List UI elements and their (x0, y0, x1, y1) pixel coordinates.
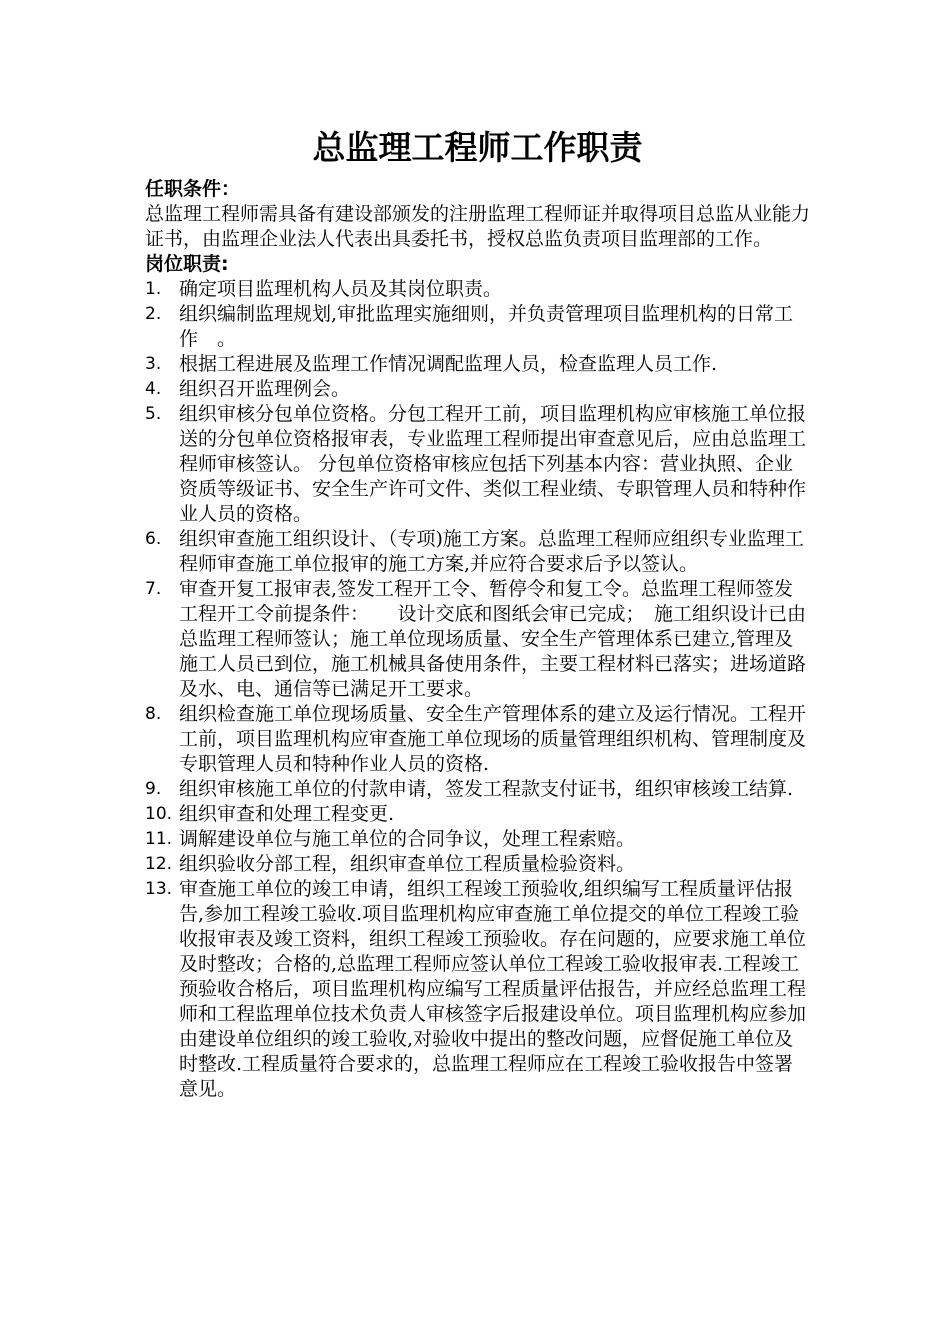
duty-text: 组织验收分部工程，组织审查单位工程质量检验资料。 (179, 853, 636, 875)
duty-number: 7. (145, 579, 162, 599)
duty-item-9 (145, 777, 810, 802)
duty-number: 2. (145, 304, 162, 324)
duty-item-13 (145, 877, 810, 1102)
document-page (145, 125, 810, 1102)
duty-item-6 (145, 527, 810, 577)
duty-item-11 (145, 827, 810, 852)
duty-text: 组织审查和处理工程变更. (179, 803, 395, 825)
duty-item-5 (145, 402, 810, 527)
duty-number: 9. (145, 779, 162, 799)
duty-number: 6. (145, 529, 162, 549)
duty-number: 5. (145, 404, 162, 424)
qualification-text: 总监理工程师需具备有建设部颁发的注册监理工程师证并取得项目总监从业能力证书，由监理企业法人代表出具委托书，授权总监负责项目监理部的工作。 (145, 203, 811, 250)
duty-item-8 (145, 702, 810, 777)
duty-item-12 (145, 852, 810, 877)
duty-number: 1. (145, 279, 162, 299)
duty-number: 13. (145, 879, 173, 899)
duties-heading: 岗位职责: (145, 253, 229, 275)
duty-text: 组织审查施工组织设计、（专项)施工方案。总监理工程师应组织专业监理工程师审查施工单位报审的施工方案,并应符合要求后予以签认。 (179, 528, 804, 575)
duty-text: 审查开复工报审表,签发工程开工令、暂停令和复工令。总监理工程师签发工程开工令前提条件： 设计交底和图纸会审已完成； 施工组织设计已由总监理工程师签认；施工单位现场质量、安全生产管理体系已建立,管理及施工人员已到位，施工机械具备使用条件，主要工程材料已落实；进场道路及水、电、通信等已满足开工要求。 (179, 578, 807, 700)
duty-text: 调解建设单位与施工单位的合同争议，处理工程索赔。 (179, 828, 636, 850)
duty-number: 8. (145, 704, 162, 724)
duty-text: 组织检查施工单位现场质量、安全生产管理体系的建立及运行情况。工程开工前，项目监理机构应审查施工单位现场的质量管理组织机构、管理制度及专职管理人员和特种作业人员的资格. (179, 703, 807, 775)
document-title: 总监理工程师工作职责 (312, 128, 643, 167)
duty-number: 3. (145, 354, 162, 374)
duty-item-1 (145, 277, 810, 302)
duty-text: 组织审核分包单位资格。分包工程开工前，项目监理机构应审核施工单位报送的分包单位资格报审表，专业监理工程师提出审查意见后，应由总监理工程师审核签认。 分包单位资格审核应包括下列基本内容：营业执照、企业资质等级证书、安全生产许可文件、类似工程业绩、专职管理人员和特种作业人员的资格。 (179, 403, 807, 525)
duty-text: 组织召开监理例会。 (179, 378, 351, 400)
duty-text: 审查施工单位的竣工申请，组织工程竣工预验收,组织编写工程质量评估报告,参加工程竣工验收.项目监理机构应审查施工单位提交的单位工程竣工验收报审表及竣工资料，组织工程竣工预验收。存在问题的，应要求施工单位及时整改；合格的,总监理工程师应签认单位工程竣工验收报审表.工程竣工预验收合格后，项目监理机构应编写工程质量评估报告，并应经总监理工程师和工程监理单位技术负责人审核签字后报建设单位。项目监理机构应参加由建设单位组织的竣工验收,对验收中提出的整改问题，应督促施工单位及时整改.工程质量符合要求的，总监理工程师应在工程竣工验收报告中签署意见。 (179, 878, 807, 1100)
duty-item-4 (145, 377, 810, 402)
duty-text: 根据工程进展及监理工作情况调配监理人员，检查监理人员工作. (179, 353, 718, 375)
qualification-heading: 任职条件： (145, 178, 241, 200)
duty-item-3 (145, 352, 810, 377)
duty-item-2 (145, 302, 810, 352)
duty-text: 确定项目监理机构人员及其岗位职责。 (179, 278, 503, 300)
duty-item-10 (145, 802, 810, 827)
duty-text: 组织编制监理规划,审批监理实施细则，并负责管理项目监理机构的日常工作 。 (179, 303, 794, 350)
duty-number: 12. (145, 854, 173, 874)
duty-number: 10. (145, 804, 173, 824)
duties-list (145, 277, 810, 1102)
duty-number: 4. (145, 379, 162, 399)
duty-text: 组织审核施工单位的付款申请，签发工程款支付证书，组织审核竣工结算. (179, 778, 794, 800)
duty-item-7 (145, 577, 810, 702)
duty-number: 11. (145, 829, 173, 849)
